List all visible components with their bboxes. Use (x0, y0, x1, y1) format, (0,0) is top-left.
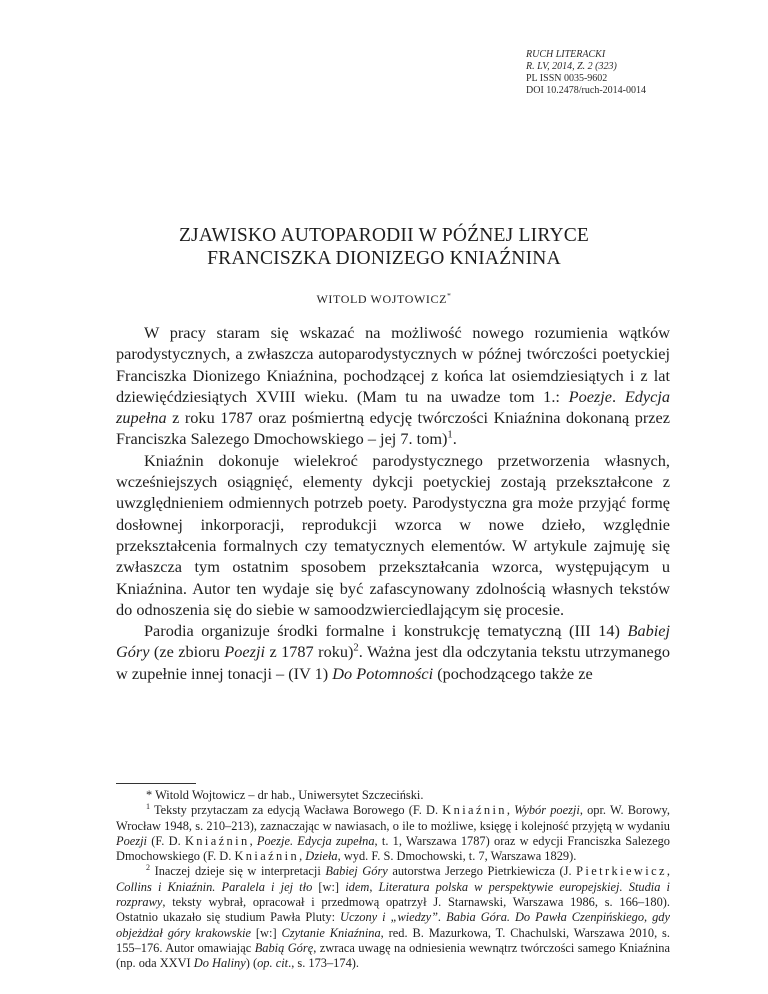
footnotes (116, 788, 670, 972)
text-run: . (452, 429, 457, 449)
text-run: (F. D. (146, 833, 185, 848)
text-run: , wyd. F. S. Dmochowski, t. 7, Warszawa 1829). (337, 849, 577, 864)
text-run: , (249, 833, 257, 848)
italic-title: Babiej Góry (116, 621, 670, 662)
author-footnote-mark: * (447, 291, 452, 300)
author-name: WITOLD WOJTOWICZ (316, 292, 448, 306)
journal-volume: R. LV, 2014, Z. 2 (323) (526, 61, 617, 72)
journal-issn: PL ISSN 0035-9602 (526, 73, 608, 84)
paragraph-1 (116, 322, 670, 450)
italic-title: Czytanie Kniaźnina (281, 925, 381, 940)
footnote-number: 2 (146, 863, 151, 873)
text-run: , (506, 803, 515, 818)
text-run: Parodia organizuje środki formalne i konstrukcję tematyczną (III 14) (144, 621, 628, 641)
article-title (0, 224, 768, 270)
text-run: autorstwa Jerzego Pietrkiewicza (J. (387, 864, 577, 879)
text-run: , (299, 849, 306, 864)
journal-doi: DOI 10.2478/ruch-2014-0014 (526, 85, 646, 96)
footnote-divider (116, 783, 196, 784)
spaced-name: Kniaźnin (184, 833, 250, 848)
italic-title: op. cit (257, 956, 289, 971)
text-run: [w:] (312, 879, 346, 894)
footnote-number: 1 (146, 802, 151, 812)
footnote-ref-1[interactable]: 1 (447, 430, 453, 442)
text-run: z 1787 roku) (265, 642, 354, 662)
italic-title: Uczony i „wiedzy”. Babia Góra. Do Pawła Czenpińskiego, gdy objeżdżał góry krakowskie (116, 910, 670, 940)
article-body (116, 322, 670, 684)
text-run: (pochodzącego także ze (433, 663, 593, 683)
footnote-ref-2[interactable]: 2 (353, 643, 359, 655)
text-run: , t. 1, Warszawa 1787) oraz w edycji Franciszka Salezego Dmochowskiego (F. D. (116, 833, 670, 864)
italic-title: Wybór poezji (514, 803, 580, 818)
italic-title: Poezje. Edycja zupełna (256, 833, 375, 848)
author-line (0, 292, 768, 307)
footnote-1 (116, 803, 670, 864)
text-run: . Ważna jest dla odczytania tekstu utrzymanego w zupełnie innej tonacji – (IV 1) (116, 642, 670, 683)
text-run: , red. B. Mazurkowa, T. Chachulski, Warszawa 2010, s. 155–176. Autor omawiając (116, 925, 670, 955)
article-title-line-1: ZJAWISKO AUTOPARODII W PÓŹNEJ LIRYCE (178, 225, 590, 246)
text-run: . (612, 386, 625, 406)
text-run: Inaczej dzieje się w interpretacji (150, 864, 326, 879)
footnote-author: * Witold Wojtowicz – dr hab., Uniwersytet Szczeciński. (146, 788, 424, 802)
spaced-name: Kniaźnin (442, 803, 507, 818)
italic-title: Dzieła (305, 849, 338, 864)
text-run: , teksty wybrał, opracował i przedmową opatrzył J. Starnawski, Warszawa 1986, s. 166–180). Ostatnio ukazało się studium Pawła Pluty: (116, 895, 670, 925)
italic-title: Literatura polska w perspektywie europejskiej. Studia i rozprawy (116, 879, 671, 910)
text-run: Teksty przytaczam za edycją Wacława Borowego (F. D. (150, 803, 443, 818)
italic-title: Babiej Góry (325, 864, 388, 879)
spaced-name: Pietrkiewicz (576, 864, 667, 879)
journal-header (526, 49, 646, 97)
footnote-2 (116, 864, 670, 971)
paragraph-2: Kniaźnin dokonuje wielekroć parodystycznego przetworzenia własnych, wcześniejszych osiągnięć, elementy dykcji poetyckiej zostają przekształcone z uwzględnieniem odmiennych potrzeb poety. Parodystyczna gra może przyjąć formę dosłownej inkorporacji, reprodukcji wzorca w nowe dzieło, względnie przekształcenia formalnych czy tematycznych elementów. W artykule zajmuję się zwłaszcza tym ostatnim sposobem przekształcania wzorca, występującym u Kniaźnina. Autor ten wydaje się być zafascynowany zdolnością własnych tekstów do odnoszenia się do siebie w samoodzwierciedlającym się procesie. (116, 450, 670, 619)
text-run: , (666, 864, 670, 879)
text-run: W pracy staram się wskazać na możliwość nowego rozumienia wątków parodystycznych, a zwłaszcza autoparodystycznych w późnej twórczości poetyckiej Franciszka Dionizego Kniaźnina, pochodzącej z końca lat osiemdziesiątych i z lat dziewięćdziesiątych XVIII wieku. (Mam tu na uwadze tom 1.: (116, 323, 670, 406)
text-run: ., s. 173–174). (288, 956, 359, 971)
text-run: , opr. W. Borowy, Wrocław 1948, s. 210–213), zaznaczając w nawiasach, o ile to możliwe, księgę i kolejność przyjętą w wydaniu (116, 803, 671, 833)
text-run: , zwraca uwagę na odniesienia wewnątrz twórczości samego Kniaźnina (np. oda XXVI (116, 940, 670, 971)
italic-title: Babią Górę (254, 940, 314, 955)
text-run: , (369, 879, 379, 894)
italic-title: Poezje (568, 386, 613, 406)
journal-name: RUCH LITERACKI (526, 49, 606, 60)
italic-title: Edycja zupełna (116, 386, 671, 428)
italic-title: Poezji (224, 642, 265, 662)
italic-title: Do Potomności (332, 663, 434, 683)
italic-title: Do Haliny (193, 956, 246, 971)
italic-title: idem (345, 879, 370, 894)
paragraph-3 (116, 620, 670, 684)
text-run: ) ( (245, 956, 258, 971)
spaced-name: Kniaźnin (234, 849, 300, 864)
text-run: z roku 1787 oraz pośmiertną edycję twórczości Kniaźnina dokonaną przez Franciszka Salezego Dmochowskiego – jej 7. tom) (116, 408, 670, 449)
italic-title: Collins i Kniaźnin. Paralela i jej tło (116, 879, 313, 894)
article-title-line-2: FRANCISZKA DIONIZEGO KNIAŹNINA (207, 248, 561, 269)
text-run: [w:] (251, 925, 282, 940)
text-run: (ze zbioru (149, 642, 225, 662)
italic-title: Poezji (116, 833, 147, 848)
